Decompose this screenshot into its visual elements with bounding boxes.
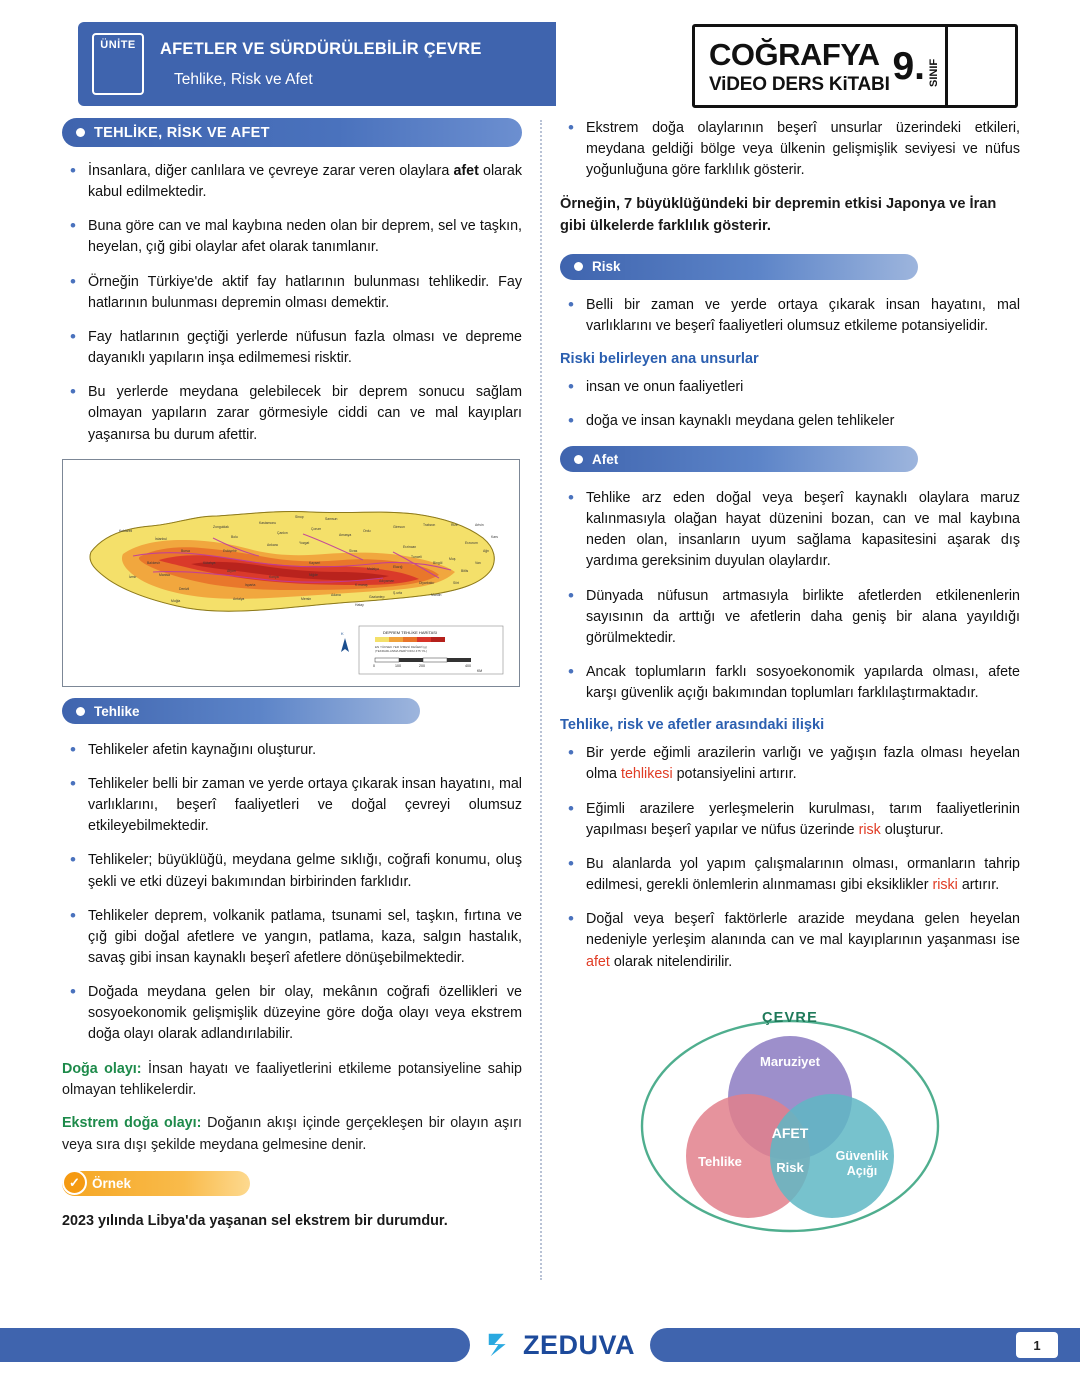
svg-text:Bingöl: Bingöl: [433, 560, 443, 565]
svg-text:Mardin: Mardin: [431, 592, 442, 597]
svg-text:Bitlis: Bitlis: [461, 568, 469, 573]
svg-text:Hatay: Hatay: [355, 602, 364, 607]
svg-text:Denizli: Denizli: [179, 586, 190, 591]
section-bar-main: [62, 118, 522, 147]
svg-text:(TEKRARLANMA PERİYODU 475 YIL): (TEKRARLANMA PERİYODU 475 YIL): [375, 648, 427, 653]
svg-text:Ağrı: Ağrı: [483, 548, 490, 553]
list-item: • İnsanlara, diğer canlılara ve çevreye zarar veren olaylara afet olarak kabul edilmektedir.: [62, 161, 522, 203]
section-bar-tehlike: [62, 697, 522, 726]
svg-text:Ordu: Ordu: [363, 528, 371, 533]
svg-text:Çankırı: Çankırı: [277, 530, 288, 535]
list-item: • Tehlikeler belli bir zaman ve yerde ortaya çıkarak insan hayatını, mal varlıklarını, beşerî faaliyetleri ve doğal çevreyi olumsuz etkileyebilmektedir.: [62, 774, 522, 837]
svg-text:100: 100: [395, 663, 401, 668]
section-bar-afet: [560, 445, 1020, 474]
brand-grade: 9.: [892, 44, 925, 88]
svg-text:Isparta: Isparta: [245, 582, 256, 587]
list-item: • Ekstrem doğa olaylarının beşerî unsurlar üzerindeki etkileri, meydana geldiği bölge veya ülkenin gelişmişlik seviyesi ve nüfus yoğunluğuna göre farklılık gösterir.: [560, 118, 1020, 181]
subsection-title-tehlike: Tehlike: [94, 703, 140, 719]
brand-grade-label: SINIF: [928, 58, 940, 87]
section-bar-tehlike-inner: [62, 698, 420, 724]
svg-text:Sivas: Sivas: [349, 548, 358, 553]
list-item: • Fay hatlarının geçtiği yerlerde nüfusun fazla olması ve depreme dayanıklı yapıların inşa edilmemesi risktir.: [62, 327, 522, 369]
intro-bullet-list: [62, 161, 522, 446]
map-svg: [63, 460, 519, 686]
check-icon: ✓: [62, 1170, 87, 1195]
relation-bullet-list: [560, 743, 1020, 972]
bullet-dot-icon: [76, 128, 85, 137]
svg-text:Muş: Muş: [449, 556, 456, 561]
svg-text:Adıyaman: Adıyaman: [379, 578, 395, 583]
svg-text:Kütahya: Kütahya: [203, 560, 216, 565]
brand-logo-box: [692, 24, 1018, 108]
list-item: • Eğimli arazilere yerleşmelerin kurulması, tarım faaliyetlerinin yapılması beşerî yapılar ve nüfus üzerinde risk oluşturur.: [560, 799, 1020, 841]
svg-text:Manisa: Manisa: [159, 572, 170, 577]
list-item: • Tehlikeler afetin kaynağını oluşturur.: [62, 740, 522, 761]
example-text: 2023 yılında Libya'da yaşanan sel ekstrem bir durumdur.: [62, 1212, 448, 1229]
tehlike-bullet-list: [62, 740, 522, 1046]
svg-text:Sinop: Sinop: [295, 514, 304, 519]
svg-text:Bolu: Bolu: [231, 534, 238, 539]
brand-grade-wrap: [892, 44, 941, 88]
list-item: • Ancak toplumların farklı sosyoekonomik yapılarda olması, afete karşı güvenlik açığı bakımından toplumları farklılaştırmaktadır.: [560, 662, 1020, 704]
subsection-title-afet: Afet: [592, 451, 619, 467]
list-item: • Örneğin Türkiye'de aktif fay hatlarının bulunması tehlikedir. Fay hatlarının bulunması depremin olması demektir.: [62, 272, 522, 314]
list-item: • Buna göre can ve mal kaybına neden olan bir deprem, sel ve taşkın, heyelan, çığ gibi olaylar afet olarak tanımlanır.: [62, 216, 522, 258]
svg-text:Samsun: Samsun: [325, 516, 338, 521]
example-japan-iran: Örneğin, 7 büyüklüğündeki bir depremin etkisi Japonya ve İran gibi ülkelerde farklılık gösterir.: [560, 196, 997, 235]
svg-text:0: 0: [373, 663, 375, 668]
section-bar-main-inner: [62, 118, 522, 147]
example-label: Örnek: [92, 1175, 132, 1191]
list-item: • Bu yerlerde meydana gelebilecek bir deprem sonucu sağlam olmayan yapıların zarar görmesiyle ciddi can ve mal kayıpları yaşanırsa bu durum afettir.: [62, 382, 522, 445]
venn-label-tehlike: Tehlike: [698, 1153, 742, 1169]
venn-label-guvenlik-1: Güvenlik: [835, 1148, 889, 1163]
unit-badge-label: ÜNİTE: [100, 39, 136, 51]
svg-text:İstanbul: İstanbul: [155, 536, 167, 541]
section-bar-afet-inner: [560, 446, 918, 472]
list-item: • Tehlike arz eden doğal veya beşerî kaynaklı olaylara maruz kalınmasıyla olağan hayat düzenini bozan, can ve mal kaybına neden olan, insanların uyum sağlama kapasitesini aşarak dış yardıma gereksinim duyulan olaylardır.: [560, 488, 1020, 573]
zeduva-mark-icon: [485, 1330, 515, 1360]
unit-badge: [92, 33, 144, 95]
bullet-dot-icon: [574, 455, 583, 464]
venn-outer-label: ÇEVRE: [762, 1009, 818, 1026]
risk-factors-title: Riski belirleyen ana unsurlar: [560, 350, 759, 367]
venn-label-maruziyet: Maruziyet: [760, 1053, 820, 1069]
svg-text:Bursa: Bursa: [181, 548, 190, 553]
risk-bullet-list: [560, 295, 1020, 337]
svg-text:Kastamonu: Kastamonu: [259, 520, 277, 525]
svg-text:DEPREM TEHLİKE HARİTASI: DEPREM TEHLİKE HARİTASI: [383, 629, 438, 635]
list-item: • Tehlikeler; büyüklüğü, meydana gelme sıklığı, coğrafi konumu, oluş şekli ve etki düzeyi bakımından birbirinden farklıdır.: [62, 850, 522, 892]
svg-text:Afyon: Afyon: [227, 568, 236, 573]
section-bar-risk-inner: [560, 254, 918, 280]
unit-banner: [78, 22, 556, 106]
svg-text:Elazığ: Elazığ: [393, 564, 403, 569]
svg-text:Diyarbakır: Diyarbakır: [419, 580, 435, 585]
svg-text:KM: KM: [477, 668, 483, 673]
right-column: [560, 118, 1020, 1236]
unit-subtitle: Tehlike, Risk ve Afet: [174, 70, 313, 88]
svg-text:Zonguldak: Zonguldak: [213, 524, 229, 529]
brand-subject: COĞRAFYA: [709, 36, 880, 72]
footer-bar-left: [0, 1328, 470, 1362]
svg-text:Erzincan: Erzincan: [403, 544, 417, 549]
map-legend: [341, 626, 503, 674]
svg-text:Eskişehir: Eskişehir: [223, 548, 237, 553]
column-divider: [540, 120, 543, 1280]
svg-text:Malatya: Malatya: [367, 566, 379, 571]
svg-text:K.maraş: K.maraş: [355, 582, 368, 587]
list-item: • doğa ve insan kaynaklı meydana gelen tehlikeler: [560, 411, 1020, 432]
example-banner: [62, 1170, 250, 1196]
svg-text:EN YÜKSEK YER İVMESİ DEĞERİ (g: EN YÜKSEK YER İVMESİ DEĞERİ (g): [375, 644, 427, 649]
svg-text:200: 200: [419, 663, 425, 668]
left-column: [62, 118, 522, 1247]
right-top-bullet-list: [560, 118, 1020, 181]
svg-text:Çorum: Çorum: [311, 526, 322, 531]
page-header: [0, 22, 1080, 108]
brand-text: [695, 36, 892, 95]
svg-text:Trabzon: Trabzon: [423, 522, 436, 527]
svg-text:K: K: [341, 630, 344, 636]
brand-empty-box: [945, 27, 1015, 105]
svg-text:İzmir: İzmir: [129, 574, 137, 579]
subsection-title-risk: Risk: [592, 259, 621, 275]
venn-label-guvenlik-2: Açığı: [846, 1163, 878, 1178]
svg-text:Gaziantep: Gaziantep: [369, 594, 385, 599]
definition-ekstrem-doga-olayi: Ekstrem doğa olayı: Doğanın akışı içinde gerçekleşen bir olayın aşırı veya sıra dışı şekilde meydana gelmesine denir.: [62, 1115, 522, 1153]
page-number: 1: [1016, 1332, 1058, 1358]
svg-text:Yozgat: Yozgat: [299, 540, 310, 545]
svg-text:Muğla: Muğla: [171, 598, 181, 603]
svg-text:Artvin: Artvin: [475, 522, 484, 527]
example-banner-bar: [62, 1171, 250, 1196]
publisher-name: ZEDUVA: [522, 1329, 635, 1360]
publisher-logo: [470, 1320, 650, 1370]
svg-text:Tunceli: Tunceli: [411, 554, 422, 559]
svg-text:Kırklareli: Kırklareli: [119, 528, 133, 533]
svg-text:Ankara: Ankara: [267, 542, 278, 547]
svg-text:Kayseri: Kayseri: [309, 560, 321, 565]
svg-text:Balıkesir: Balıkesir: [147, 560, 161, 565]
turkey-earthquake-hazard-map: [62, 459, 520, 687]
svg-text:Adana: Adana: [331, 592, 341, 597]
svg-text:Kars: Kars: [491, 534, 498, 539]
svg-text:400: 400: [465, 663, 471, 668]
list-item: • Belli bir zaman ve yerde ortaya çıkarak insan hayatını, mal varlıklarını ve beşerî faaliyetleri olumsuz etkileme potansiyelidir.: [560, 295, 1020, 337]
bullet-dot-icon: [574, 262, 583, 271]
list-item: • Doğada meydana gelen bir olay, mekânın coğrafi özellikleri ve sosyoekonomik gelişmişlik düzeyine göre doğa olayı veya ekstrem doğa olayı olarak adlandırılabilir.: [62, 982, 522, 1045]
svg-text:Konya: Konya: [269, 574, 279, 579]
section-bar-risk: [560, 252, 1020, 281]
svg-text:Giresun: Giresun: [393, 524, 405, 529]
bullet-dot-icon: [76, 707, 85, 716]
svg-text:Ş.urfa: Ş.urfa: [393, 590, 403, 595]
svg-text:Antalya: Antalya: [233, 596, 245, 601]
section-title: TEHLİKE, RİSK VE AFET: [94, 124, 270, 141]
afet-bullet-list: [560, 488, 1020, 704]
venn-label-afet: AFET: [771, 1124, 809, 1141]
definition-doga-olayi: Doğa olayı: İnsan hayatı ve faaliyetlerini etkileme potansiyeline sahip olmayan tehlikelerdir.: [62, 1060, 522, 1099]
unit-title: AFETLER VE SÜRDÜRÜLEBİLİR ÇEVRE: [160, 39, 482, 58]
list-item: • Bir yerde eğimli arazilerin varlığı ve yağışın fazla olması heyelan olma tehlikesi potansiyelini artırır.: [560, 743, 1020, 785]
svg-text:Van: Van: [475, 560, 481, 565]
list-item: • Dünyada nüfusun artmasıyla birlikte afetlerden etkilenenlerin sayısının da arttığı ve afetlerin daha geniş bir alana yayıldığı görülmektedir.: [560, 586, 1020, 649]
relation-title: Tehlike, risk ve afetler arasındaki ilişki: [560, 717, 825, 734]
afet-venn-diagram: [560, 986, 1020, 1236]
svg-text:Amasya: Amasya: [339, 532, 352, 537]
venn-svg: [560, 986, 1020, 1236]
unit-text-block: [160, 40, 482, 89]
list-item: • insan ve onun faaliyetleri: [560, 377, 1020, 398]
risk-factors-list: [560, 377, 1020, 432]
svg-text:Siirt: Siirt: [453, 580, 459, 585]
list-item: • Tehlikeler deprem, volkanik patlama, tsunami sel, taşkın, fırtına ve çığ gibi doğal afetlere ve yangın, patlama, kaza, salgın hastalık, savaş gibi insan kaynaklı beşerî afetlere dönüşebilmektedir.: [62, 906, 522, 969]
brand-series: ViDEO DERS KiTABI: [709, 73, 890, 95]
list-item: • Doğal veya beşerî faktörlerle arazide meydana gelen heyelan nedeniyle yerleşim alanında can ve mal kayıplarının yaşanması ise afet olarak nitelendirilir.: [560, 909, 1020, 972]
page-footer: [0, 1302, 1080, 1388]
svg-text:Niğde: Niğde: [309, 572, 318, 577]
list-item: • Bu alanlarda yol yapım çalışmalarının olması, ormanların tahrip edilmesi, gerekli önlemlerin alınmaması gibi eksiklikler riski artırır.: [560, 854, 1020, 896]
venn-label-risk: Risk: [776, 1159, 804, 1175]
svg-text:Erzurum: Erzurum: [465, 540, 478, 545]
svg-text:Mersin: Mersin: [301, 596, 312, 601]
svg-text:Rize: Rize: [451, 522, 458, 527]
